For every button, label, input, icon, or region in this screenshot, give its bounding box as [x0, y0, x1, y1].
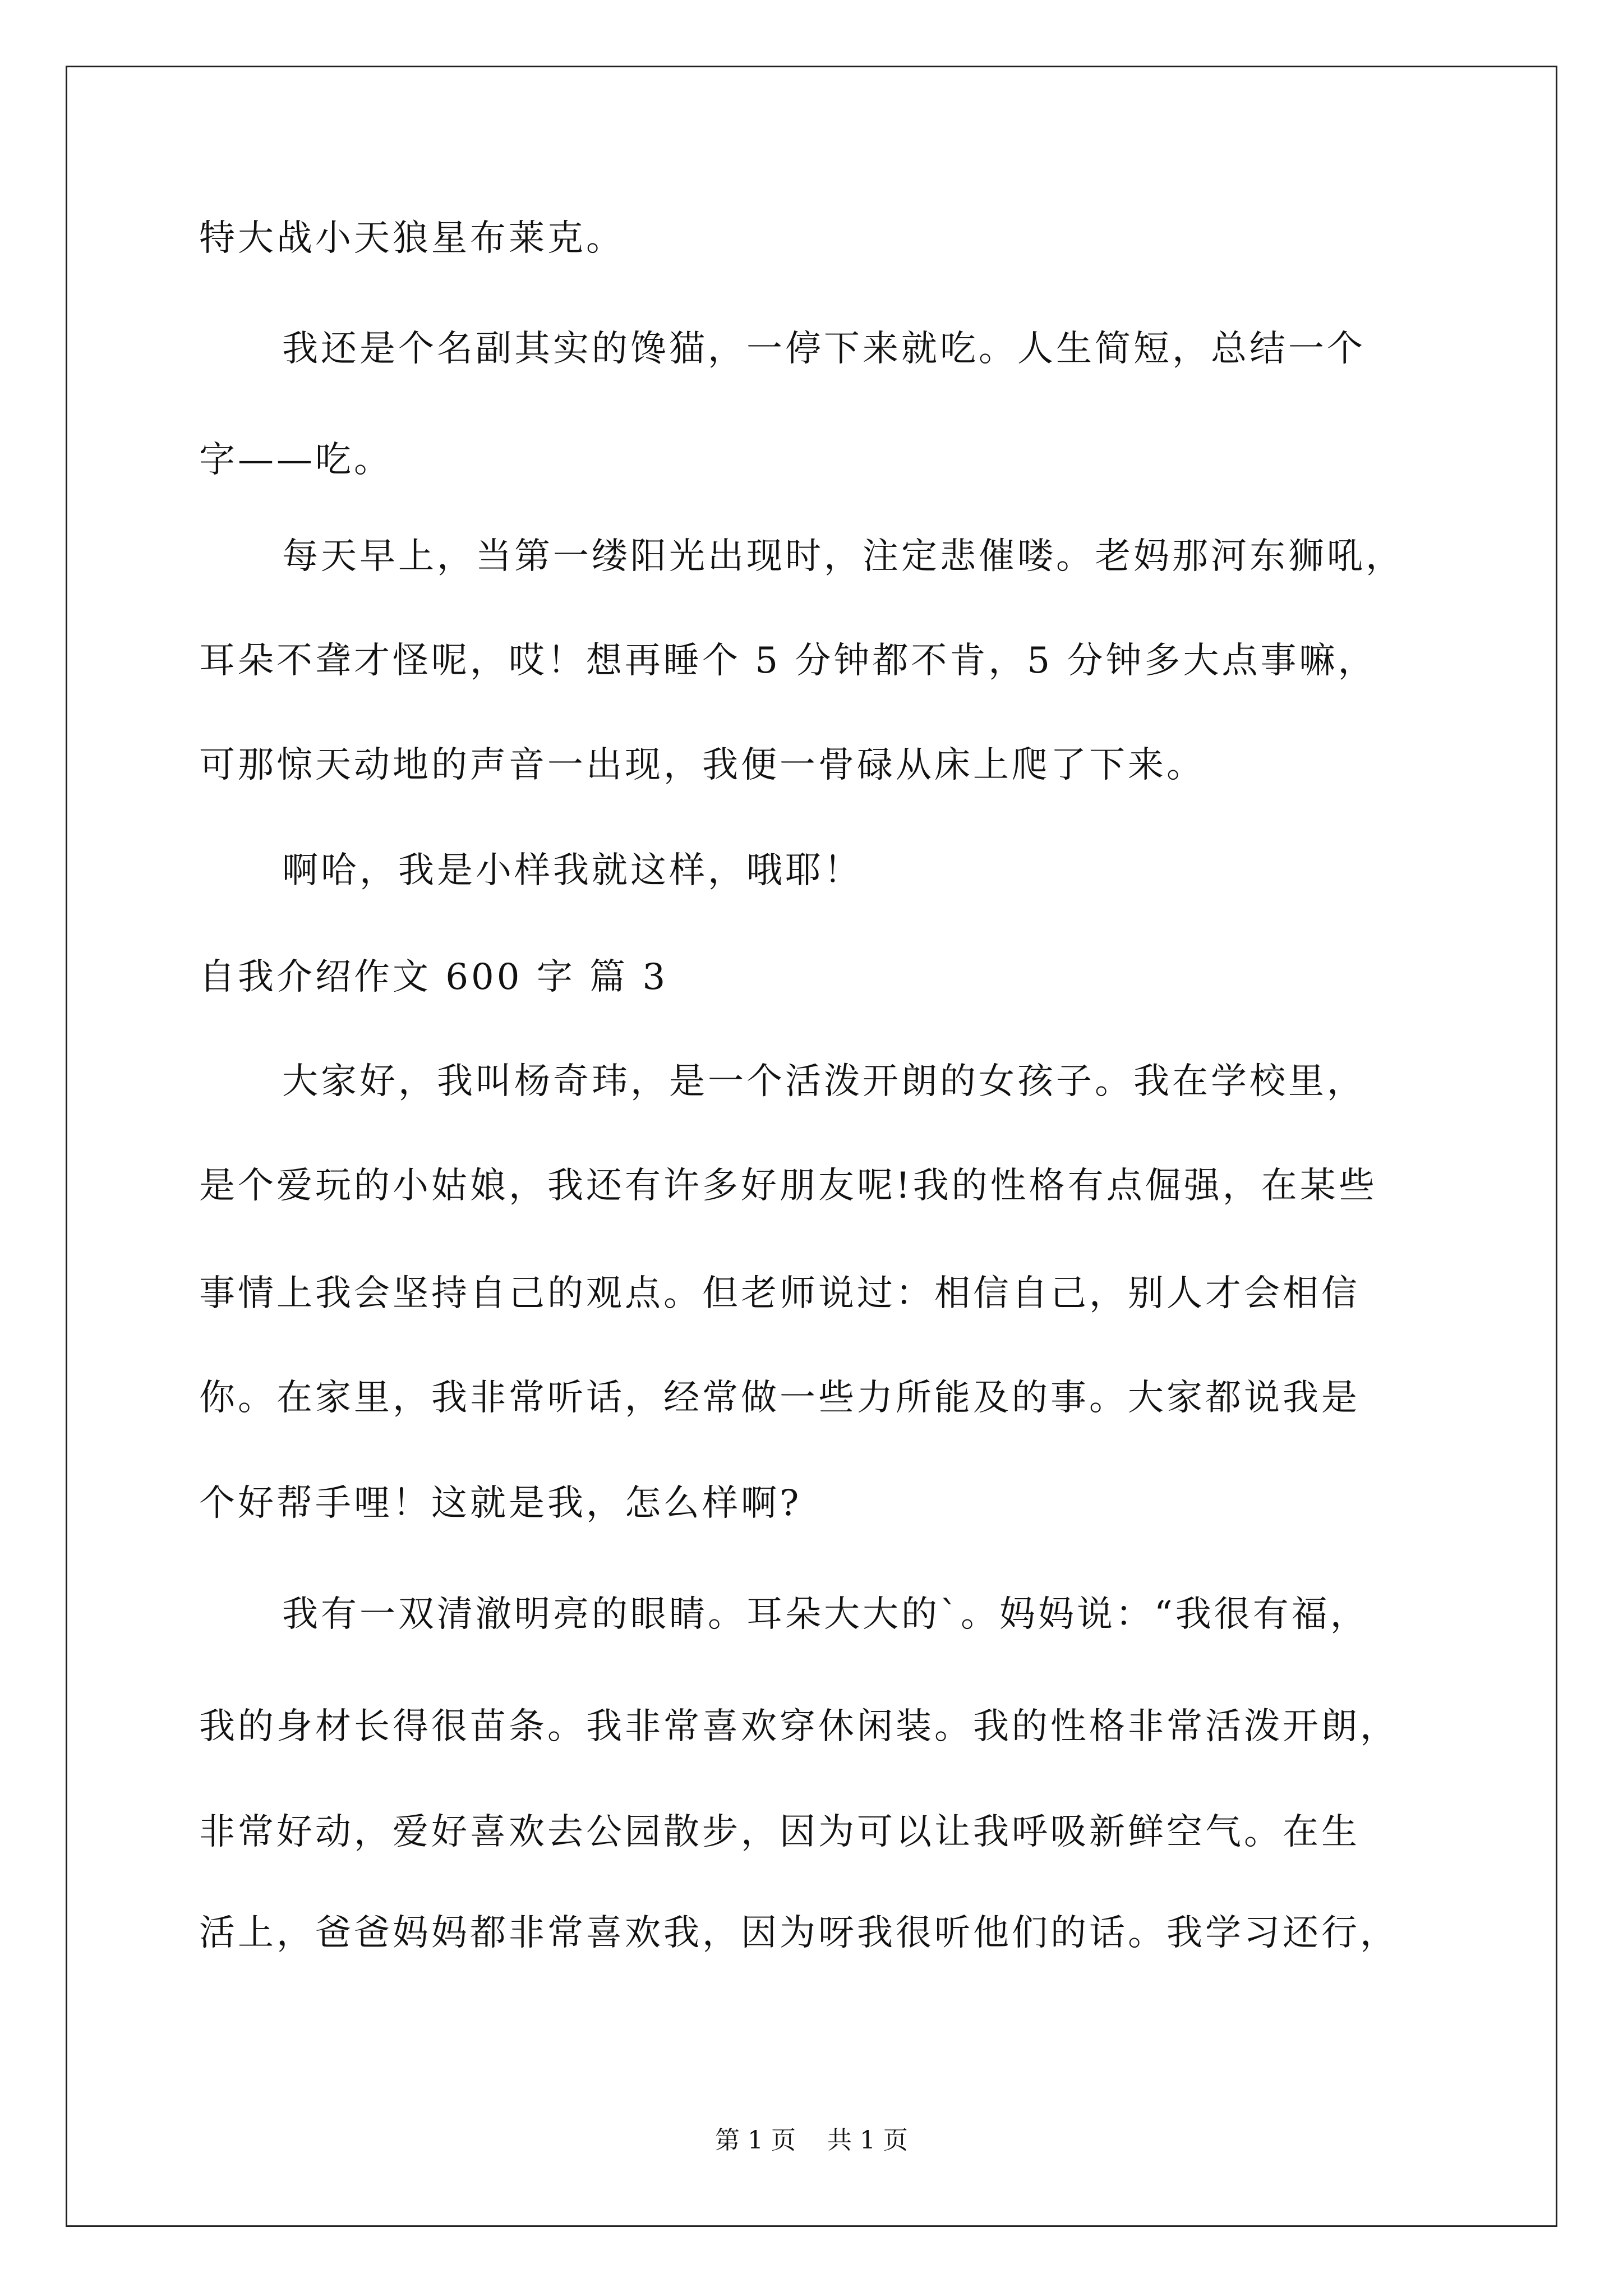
text-line: 特大战小天狼星布莱克。 [199, 218, 625, 259]
text-line: 我还是个名副其实的馋猫，一停下来就吃。人生简短，总结一个 [282, 328, 1366, 370]
page-border [66, 66, 1557, 2227]
section-heading: 自我介绍作文 600 字 篇 3 [199, 956, 668, 998]
text-line: 可那惊天动地的声音一出现，我便一骨碌从床上爬了下来。 [199, 744, 1205, 786]
text-line: 你。在家里，我非常听话，经常做一些力所能及的事。大家都说我是 [199, 1377, 1360, 1419]
text-line: 事情上我会坚持自己的观点。但老师说过：相信自己，别人才会相信 [199, 1273, 1360, 1314]
page-number-footer: 第 1 页 共 1 页 [715, 2126, 908, 2155]
text-line: 每天早上，当第一缕阳光出现时，注定悲催喽。老妈那河东狮吼， [282, 536, 1404, 577]
text-line: 我的身材长得很苗条。我非常喜欢穿休闲装。我的性格非常活泼开朗， [199, 1706, 1399, 1747]
text-line: 个好帮手哩！这就是我，怎么样啊? [199, 1483, 802, 1524]
text-line: 我有一双清澈明亮的眼睛。耳朵大大的`。妈妈说：“我很有福， [282, 1594, 1369, 1635]
text-line: 字——吃。 [199, 439, 393, 481]
text-line: 是个爱玩的小姑娘，我还有许多好朋友呢!我的性格有点倔强，在某些 [199, 1165, 1377, 1207]
text-line: 大家好，我叫杨奇玮，是一个活泼开朗的女孩子。我在学校里， [282, 1061, 1366, 1102]
text-line: 耳朵不聋才怪呢，哎！想再睡个 5 分钟都不肯，5 分钟多大点事嘛， [199, 640, 1377, 682]
text-line: 非常好动，爱好喜欢去公园散步，因为可以让我呼吸新鲜空气。在生 [199, 1811, 1360, 1853]
text-line: 活上，爸爸妈妈都非常喜欢我，因为呀我很听他们的话。我学习还行， [199, 1912, 1399, 1954]
text-line: 啊哈，我是小样我就这样，哦耶！ [282, 850, 863, 891]
